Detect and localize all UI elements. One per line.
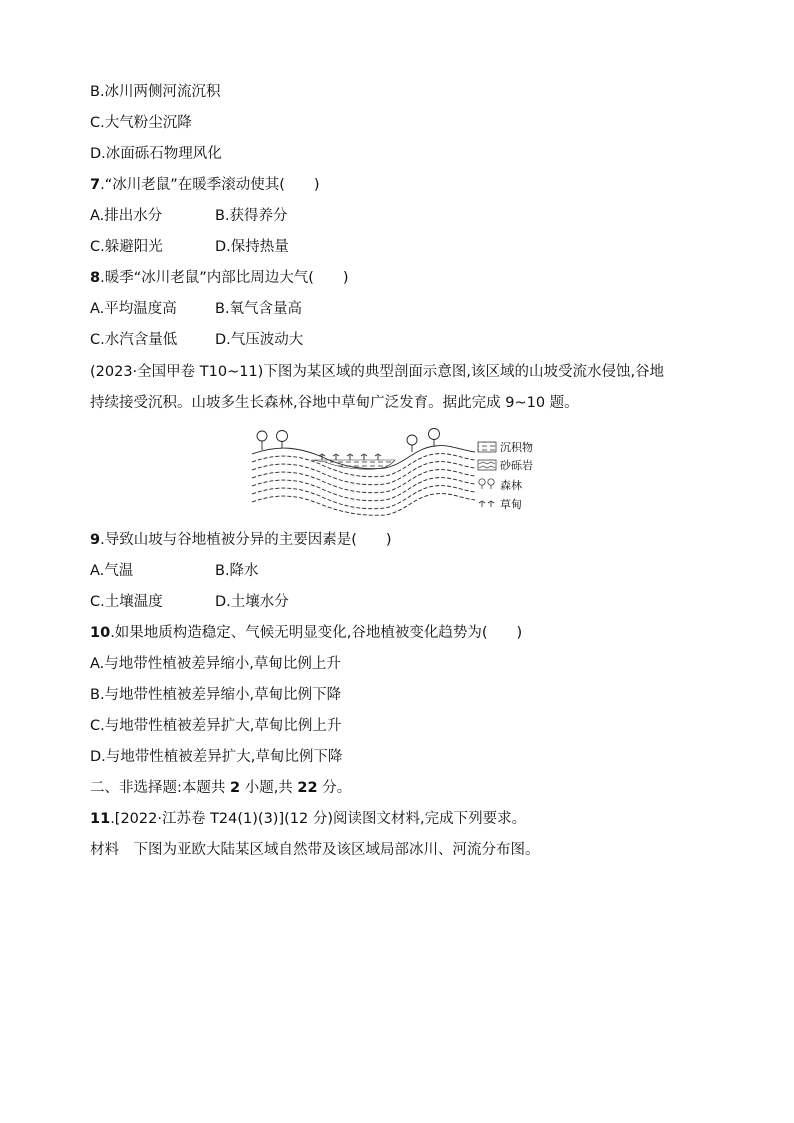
question-9 (90, 530, 392, 550)
option-7c: C.躲避阳光 (90, 239, 163, 255)
option-8c: C.水汽含量低 (90, 332, 178, 348)
passage-intro-line2: 持续接受沉积。山坡多生长森林,谷地中草甸广泛发育。据此完成 9~10 题。 (90, 395, 579, 411)
question-11 (90, 809, 526, 829)
option-6c: C.大气粉尘沉降 (90, 115, 192, 131)
legend-conglomerate-swatch (478, 460, 496, 470)
material-intro: 材料 下图为亚欧大陆某区域自然带及该区域局部冰川、河流分布图。 (90, 842, 540, 858)
question-7-options-row1 (90, 206, 288, 226)
question-9-stem: .导致山坡与谷地植被分异的主要因素是( ) (100, 532, 392, 548)
question-8 (90, 268, 349, 288)
legend-meadow-label: 草甸 (500, 498, 522, 511)
legend-forest-label: 森林 (500, 479, 522, 492)
option-6d: D.冰面砾石物理风化 (90, 146, 222, 162)
question-7 (90, 175, 320, 195)
section-2-points: 22 (297, 780, 318, 796)
question-10-stem: .如果地质构造稳定、气候无明显变化,谷地植被变化趋势为( ) (110, 625, 523, 641)
legend-sediment-label: 沉积物 (500, 441, 533, 454)
figure-legend (478, 440, 533, 511)
option-6b: B.冰川两侧河流沉积 (90, 84, 221, 100)
option-10b: B.与地带性植被差异缩小,草甸比例下降 (90, 687, 342, 703)
option-10a: A.与地带性植被差异缩小,草甸比例上升 (90, 656, 341, 672)
question-8-options-row1 (90, 299, 303, 319)
question-8-stem: .暖季“冰川老鼠”内部比周边大气( ) (100, 270, 349, 286)
question-7-number: 7 (90, 177, 101, 193)
rock-layers (252, 446, 475, 516)
question-9-number: 9 (90, 532, 101, 548)
passage-intro-line1: (2023·全国甲卷 T10~11)下图为某区域的典型剖面示意图,该区域的山坡受流水侵蚀,谷地 (90, 364, 665, 380)
option-8b: B.氧气含量高 (215, 301, 303, 317)
question-7-stem: .“冰川老鼠”在暖季滚动使其( ) (100, 177, 320, 193)
option-7a: A.排出水分 (90, 208, 163, 224)
question-9-options-row1 (90, 561, 259, 581)
legend-conglomerate-label: 砂砾岩 (500, 459, 533, 472)
option-9d: D.土壤水分 (215, 594, 289, 610)
option-9b: B.降水 (215, 563, 259, 579)
section-2-text-b: 小题,共 (240, 780, 298, 796)
section-2-text-c: 分。 (317, 780, 352, 796)
section-2-text-a: 二、非选择题:本题共 (90, 780, 230, 796)
legend-forest-icon (479, 479, 494, 489)
option-7d: D.保持热量 (215, 239, 289, 255)
legend-sediment-swatch (478, 442, 496, 452)
cross-section-figure (250, 428, 550, 518)
option-9a: A.气温 (90, 563, 134, 579)
section-2-count: 2 (230, 780, 241, 796)
option-9c: C.土壤温度 (90, 594, 163, 610)
option-8a: A.平均温度高 (90, 301, 177, 317)
valley-sediment (312, 460, 395, 469)
legend-meadow-icon (479, 501, 494, 507)
option-7b: B.获得养分 (215, 208, 288, 224)
question-9-options-row2 (90, 592, 289, 612)
option-10c: C.与地带性植被差异扩大,草甸比例上升 (90, 718, 342, 734)
question-10-number: 10 (90, 625, 111, 641)
question-11-number: 11 (90, 811, 111, 827)
question-10 (90, 623, 522, 643)
option-8d: D.气压波动大 (215, 332, 304, 348)
forest-right (407, 429, 440, 453)
question-8-options-row2 (90, 330, 304, 350)
meadow (319, 454, 381, 460)
forest-left (257, 431, 288, 451)
question-7-options-row2 (90, 237, 289, 257)
section-2-heading (90, 778, 351, 798)
question-8-number: 8 (90, 270, 101, 286)
option-10d: D.与地带性植被差异扩大,草甸比例下降 (90, 749, 343, 765)
question-11-stem: .[2022·江苏卷 T24(1)(3)](12 分)阅读图文材料,完成下列要求。 (110, 811, 527, 827)
